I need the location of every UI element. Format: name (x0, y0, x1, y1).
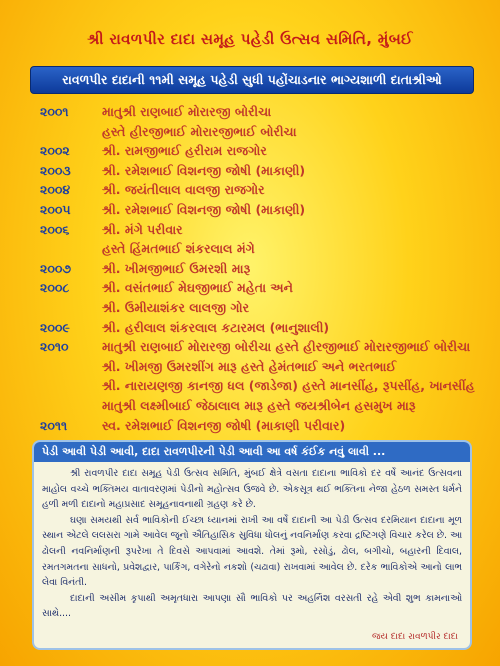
announcement-box (32, 440, 472, 650)
donor-year: ૨૦૦૭ (40, 260, 72, 276)
donor-row (40, 102, 480, 141)
donor-year: ૨૦૧૦ (40, 339, 69, 355)
donor-name-line: માતુશ્રી રાણબાઈ મોરારજી બોરીચા (102, 104, 272, 119)
donor-year: ૨૦૦૧ (40, 104, 69, 119)
donor-names (102, 161, 480, 181)
page-title: શ્રી રાવળપીર દાદા સમૂહ પહેડી ઉત્સવ સમિતિ, મુંબઈ (87, 30, 413, 48)
donor-row (40, 200, 480, 220)
donor-names (102, 318, 480, 338)
donor-year: ૨૦૦૪ (40, 182, 71, 198)
signature: જય દાદા રાવળપીર દાદા (372, 632, 458, 642)
donor-row (40, 161, 480, 181)
donor-name-line: શ્રી. નારાયણજી કાનજી ધલ (જાડેજા) હસ્તે માનસીંહ, રૂપસીંહ, ખાનસીંહ (102, 378, 475, 394)
donor-row (40, 259, 480, 279)
announcement-paragraph: દાદાની અસીમ કૃપાથી અમૃતધારા આપણા સૌ ભાવિકો પર અહર્નિશ વરસતી રહે એવી શુભ કામનાઓ સાથે.... (42, 592, 462, 620)
donor-name-line: માતુશ્રી લક્ષ્મીબાઈ જેઠાલાલ મારૂ હસ્તે જયશ્રીબેન હસમુખ મારૂ (102, 397, 416, 413)
donor-names (102, 220, 480, 259)
donor-row (40, 337, 480, 415)
donor-names (102, 278, 480, 317)
donor-name-line: સ્વ. રમેશભાઈ વિશનજી જોષી (માકાણી પરીવાર) (102, 417, 346, 433)
donor-list (40, 102, 480, 435)
donor-name-line: શ્રી. ખીમજીભાઈ ઉમરશી મારૂ (102, 260, 251, 276)
donor-row (40, 180, 480, 200)
donor-year: ૨૦૦૯ (40, 319, 70, 335)
donor-names (102, 180, 480, 200)
donor-names (102, 416, 480, 436)
donor-names (102, 141, 480, 161)
donors-banner: રાવળપીર દાદાની ૧૧મી સમૂહ પહેડી સુધી પહોંચાડનાર ભાગ્યશાળી દાતાશ્રીઓ (30, 66, 474, 94)
donor-names (102, 259, 480, 279)
donor-row (40, 220, 480, 259)
donor-row (40, 278, 480, 317)
announcement-title: પેડી આવી પેડી આવી, દાદા રાવળપીરની પેડી આવી આ વર્ષ કંઈક નવું લાવી ... (34, 442, 470, 462)
donor-name-line: શ્રી. મંગે પરીવાર (102, 221, 183, 237)
donor-year: ૨૦૦૫ (40, 201, 71, 217)
donor-year: ૨૦૦૮ (40, 280, 70, 296)
donor-name-line: માતુશ્રી રાણબાઈ મોરારજી બોરીચા હસ્તે હીરજીભાઈ મોરારજીભાઈ બોરીચા (102, 339, 471, 355)
donor-name-line: શ્રી. જયંતીલાલ વાલજી રાજગોર (102, 182, 265, 198)
donor-name-line: હસ્તે હીરજીભાઈ મોરારજીભાઈ બોરીચા (102, 123, 297, 139)
donor-row (40, 141, 480, 161)
announcement-paragraph: શ્રી રાવળપીર દાદા સમૂહ પેડી ઉત્સવ સમિતિ, મુંબઈ ક્ષેત્રે વસતા દાદાના ભાવિકો દર વર્ષે આનંદ ઉત્સવના માહોલ વચ્ચે ભક્તિમય વાતાવરણમાં પેડીનો મહોત્સવ ઉજવે છે. એકસૂત્ર થઈ ભક્તિના નેજા હેઠળ સમસ્ત ધર્મને હળી મળી દાદાનો મહાપ્રસાદ સમૂહનાવનાથી ગ્રહણ કરે છે. (42, 468, 462, 511)
donor-names (102, 102, 480, 141)
donor-names (102, 200, 480, 220)
donor-name-line: શ્રી. હરીલાલ શંકરલાલ કટારમલ (ભાનુશાલી) (102, 319, 330, 335)
donor-year: ૨૦૦૨ (40, 143, 70, 159)
donor-name-line: શ્રી. રમેશભાઈ વિશનજી જોષી (માકાણી) (102, 201, 306, 217)
donor-row (40, 318, 480, 338)
donor-name-line: શ્રી. વસંતભાઈ મેઘજીભાઈ મહેતા અને (102, 280, 293, 296)
donor-year: ૨૦૧૧ (40, 417, 68, 433)
donor-name-line: શ્રી. ઉમીયાશંકર લાલજી ગોર (102, 299, 250, 315)
announcement-body (34, 462, 470, 622)
donor-year: ૨૦૦૬ (40, 221, 70, 237)
donor-year: ૨૦૦૩ (40, 162, 71, 178)
announcement-paragraph: ઘણા સમયથી સર્વ ભાવિકોની ઈચ્છા ધ્યાનમાં રાખી આ વર્ષે દાદાની આ પેડી ઉત્સવ દરમિયાન દાદાના મૂળ સ્થાન એટલે લલસરા ગામે આવેલ જૂનો ઐતિહાસિક સુવિધા ધોલનું નવનિર્માણ કરવા દ્રષ્ટિગણે વિચાર કરેલ છે. આ ઢોલની નવનિર્માણની રૂપરેખા તે દિવસે આપવામાં આવશે. તેમાં રૂમો, રસોડું, ઢોલ, બગીચો, બહારની દિવાલ, રમતગમતના સાધનો, પ્રવેશદ્વાર, પાર્કિંગ, વગેરેનો નકશો (ચઢાવા) રાખવામાં આવેલ છે. દરેક ભાવિકોએ આનો લાભ લેવા વિનંતી. (42, 514, 462, 589)
donor-name-line: શ્રી. રમેશભાઈ વિશનજી જોષી (માકાણી) (102, 162, 306, 178)
donor-name-line: શ્રી. ખીમજી ઉમરશીંગ મારૂ હસ્તે હેમંતભાઈ અને ભરતભાઈ (102, 358, 397, 374)
donor-name-line: હસ્તે હિંમતભાઈ શંકરલાલ મંગે (102, 241, 255, 257)
donor-row (40, 416, 480, 436)
donor-name-line: શ્રી. રામજીભાઈ હરીરામ રાજગોર (102, 143, 267, 159)
donor-names (102, 337, 480, 415)
